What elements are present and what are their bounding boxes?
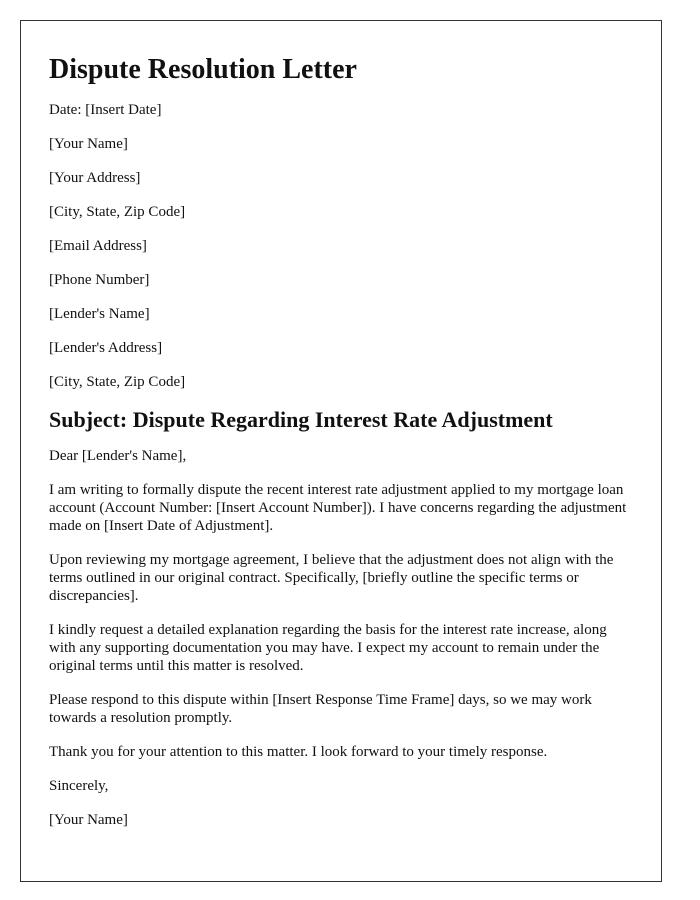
salutation: Dear [Lender's Name], — [49, 448, 187, 464]
sender-city-state-zip: [City, State, Zip Code] — [49, 204, 186, 220]
recipient-city-state-zip: [City, State, Zip Code] — [49, 374, 186, 390]
body-paragraph-3: I kindly request a detailed explanation regarding the basis for the interest rate increase, along with any supporting documentation you may have. I expect my account to remain under the original terms until this matter is resolved. — [49, 622, 607, 674]
letter-date: Date: [Insert Date] — [49, 102, 162, 118]
sender-address: [Your Address] — [49, 170, 141, 186]
body-paragraph-4: Please respond to this dispute within [Insert Response Time Frame] days, so we may work towards a resolution promptly. — [49, 692, 592, 726]
signature: [Your Name] — [49, 812, 128, 828]
closing: Sincerely, — [49, 778, 109, 794]
body-paragraph-1: I am writing to formally dispute the recent interest rate adjustment applied to my mortgage loan account (Account Number: [Insert Account Number]). I have concerns regarding the adjustment made on [Insert Date of Adjustment]. — [49, 482, 627, 534]
sender-phone: [Phone Number] — [49, 272, 150, 288]
letter-title: Dispute Resolution Letter — [49, 54, 357, 85]
recipient-name: [Lender's Name] — [49, 306, 150, 322]
sender-email: [Email Address] — [49, 238, 147, 254]
letter-page — [20, 20, 662, 882]
recipient-address: [Lender's Address] — [49, 340, 163, 356]
sender-name: [Your Name] — [49, 136, 128, 152]
body-paragraph-2: Upon reviewing my mortgage agreement, I believe that the adjustment does not align with the terms outlined in our original contract. Specifically, [briefly outline the specific terms or discrepancies]. — [49, 552, 614, 604]
body-paragraph-5: Thank you for your attention to this matter. I look forward to your timely response. — [49, 744, 548, 760]
letter-subject: Subject: Dispute Regarding Interest Rate Adjustment — [49, 407, 553, 432]
